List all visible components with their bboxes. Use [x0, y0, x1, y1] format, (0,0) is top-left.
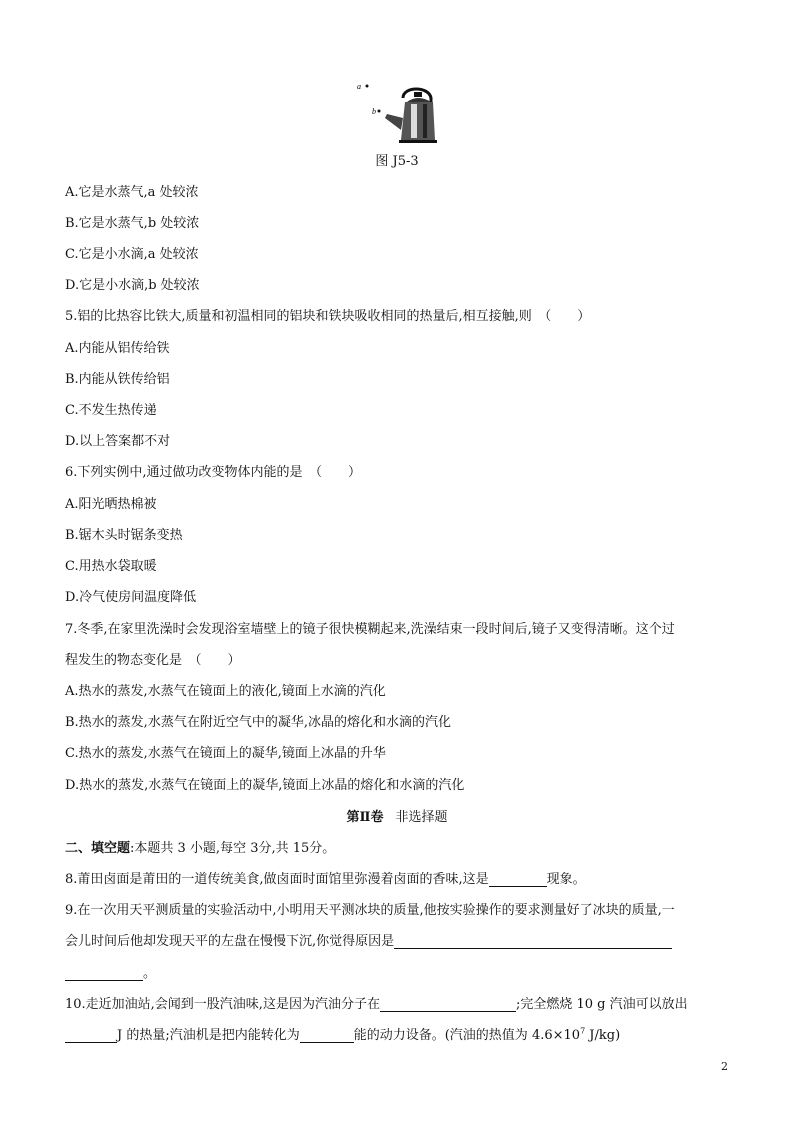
q8-post: 现象。: [546, 872, 586, 887]
section2-label: 二、填空题: [65, 841, 131, 856]
q4-option-a: A.它是水蒸气,a 处较浓: [65, 185, 199, 200]
figure-label-a: a: [357, 82, 361, 91]
q5-stem: 5.铝的比热容比铁大,质量和初温相同的铝块和铁块吸收相同的热量后,相互接触,则 （ ）: [65, 309, 591, 324]
q10-line2-mid1: J 的热量;汽油机是把内能转化为: [117, 1028, 300, 1043]
q10-line2-post: J/kg): [585, 1028, 621, 1043]
kettle-lid: [407, 98, 431, 102]
q10-exponent: 7: [580, 1026, 586, 1036]
q6-stem: 6.下列实例中,通过做功改变物体内能的是 （ ）: [65, 465, 362, 480]
kettle-figure: [355, 78, 437, 144]
q6-option-d: D.冷气使房间温度降低: [65, 590, 197, 605]
q6-option-b: B.锯木头时锯条变热: [65, 528, 183, 543]
section2-desc: :本题共 3 小题,每空 3分,共 15分。: [130, 841, 336, 856]
point-a-dot: [366, 85, 369, 88]
q9-line1: 9.在一次用天平测质量的实验活动中,小明用天平测冰块的质量,他按实验操作的要求测量好了冰块的质量,一: [65, 903, 675, 918]
kettle-base: [399, 140, 437, 143]
q10-line1: [65, 993, 688, 1012]
q10-blank-2[interactable]: [65, 1028, 117, 1043]
q5-option-b: B.内能从铁传给铝: [65, 372, 170, 387]
kettle-spout: [385, 114, 403, 130]
part2-heading: [0, 806, 794, 825]
q10-line1-pre: 10.走近加油站,会闻到一股汽油味,这是因为汽油分子在: [65, 997, 380, 1012]
kettle-highlight: [411, 104, 417, 138]
q7-option-c: C.热水的蒸发,水蒸气在镜面上的凝华,镜面上冰晶的升华: [65, 746, 386, 761]
q10-line1-post: ;完全燃烧 10 g 汽油可以放出: [515, 997, 688, 1012]
q8-blank[interactable]: [489, 872, 547, 887]
q9-line2-pre: 会儿时间后他却发现天平的左盘在慢慢下沉,你觉得原因是: [65, 934, 395, 949]
q8: [65, 868, 586, 887]
q7-stem-line2: 程发生的物态变化是 （ ）: [65, 653, 241, 668]
part2-subtitle: 非选择题: [395, 810, 448, 825]
q9-blank-1[interactable]: [394, 934, 672, 949]
q10-line2-mid2: 能的动力设备。(汽油的热值为 4.6×10: [353, 1028, 581, 1043]
point-b-dot: [378, 110, 381, 113]
q7-option-a: A.热水的蒸发,水蒸气在镜面上的液化,镜面上水滴的汽化: [65, 684, 386, 699]
kettle-shadow: [423, 104, 427, 138]
q5-option-a: A.内能从铝传给铁: [65, 341, 170, 356]
q10-blank-1[interactable]: [380, 997, 516, 1012]
figure-label-b: b: [372, 107, 376, 116]
q9-line3-post: 。: [143, 966, 157, 981]
q10-blank-3[interactable]: [300, 1028, 354, 1043]
q8-pre: 8.莆田卤面是莆田的一道传统美食,做卤面时面馆里弥漫着卤面的香味,这是: [65, 872, 489, 887]
q7-option-d: D.热水的蒸发,水蒸气在镜面上的凝华,镜面上冰晶的熔化和水滴的汽化: [65, 778, 465, 793]
q9-blank-2[interactable]: [65, 966, 143, 981]
q5-option-c: C.不发生热传递: [65, 403, 157, 418]
q5-option-d: D.以上答案都不对: [65, 434, 171, 449]
part2-title: 第Ⅱ卷: [346, 810, 384, 825]
q7-option-b: B.热水的蒸发,水蒸气在附近空气中的凝华,冰晶的熔化和水滴的汽化: [65, 715, 451, 730]
q6-option-a: A.阳光晒热棉被: [65, 497, 157, 512]
q4-option-c: C.它是小水滴,a 处较浓: [65, 247, 199, 262]
q9-line3: [65, 962, 156, 981]
q4-option-d: D.它是小水滴,b 处较浓: [65, 278, 200, 293]
q4-option-b: B.它是水蒸气,b 处较浓: [65, 216, 200, 231]
q10-line2: [65, 1024, 620, 1043]
q6-option-c: C.用热水袋取暖: [65, 559, 157, 574]
section2-heading: [65, 837, 335, 856]
figure-caption: 图 J5-3: [375, 154, 419, 169]
kettle-knob: [414, 92, 422, 97]
kettle-body: [401, 102, 435, 140]
q9-line2: [65, 930, 672, 949]
page-number: 2: [721, 1060, 728, 1073]
q7-stem-line1: 7.冬季,在家里洗澡时会发现浴室墙壁上的镜子很快模糊起来,洗澡结束一段时间后,镜子又变得清晰。这个过: [65, 622, 675, 637]
